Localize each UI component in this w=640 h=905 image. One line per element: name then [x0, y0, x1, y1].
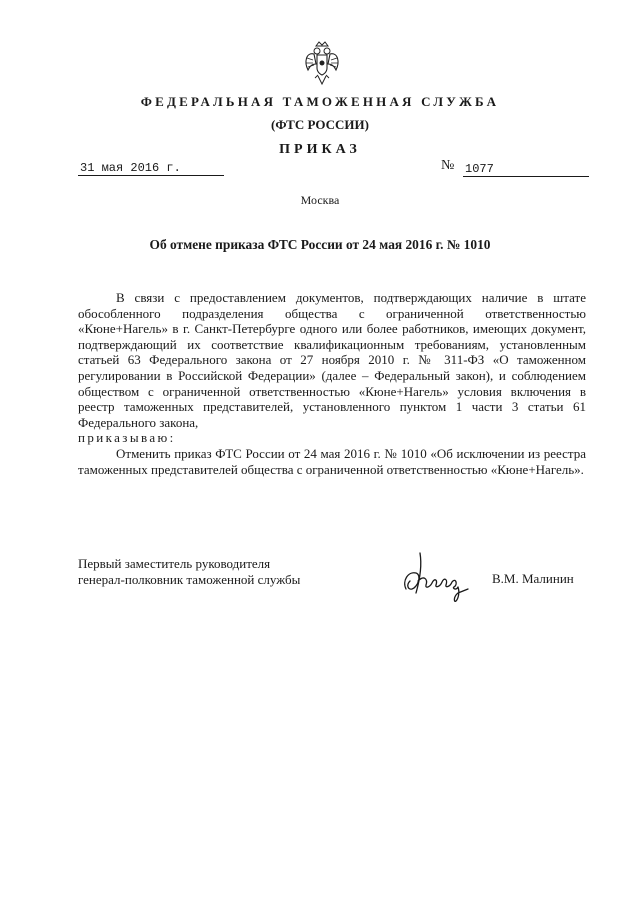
document-number-label: № — [441, 158, 455, 173]
document-type: ПРИКАЗ — [279, 142, 361, 157]
document-number: 1077 — [463, 162, 589, 177]
document-body — [78, 290, 586, 477]
signer-position-line-2: генерал-полковник таможенной службы — [78, 572, 301, 587]
document-title: Об отмене приказа ФТС России от 24 мая 2016 г. № 1010 — [149, 237, 491, 252]
organization-short-name: (ФТС РОССИИ) — [271, 117, 369, 132]
signer-position — [78, 556, 300, 588]
signer-position-line-1: Первый заместитель руководителя — [78, 556, 271, 571]
organization-name: ФЕДЕРАЛЬНАЯ ТАМОЖЕННАЯ СЛУЖБА — [140, 94, 500, 109]
body-paragraph-preamble: В связи с предоставлением документов, подтверждающих наличие в штате обособленного подразделения общества с ограниченной ответственностью «Кюне+Нагель» в г. Санкт-Петербурге одного или более работников, имеющих документ, подтверждающий их соответствие квалификационным требованиям, установленным статьей 63 Федерального закона от 27 ноября 2010 г. № 311-ФЗ «О таможенном регулировании в Российской Федерации» (далее – Федеральный закон), и соблюдением обществом с ограниченной ответственностью «Кюне+Нагель» условия включения в реестр таможенных представителей, установленного пунктом 1 части 3 статьи 61 Федерального закона, — [78, 290, 586, 430]
body-paragraph-order: Отменить приказ ФТС России от 24 мая 2016 г. № 1010 «Об исключении из реестра таможенных представителей общества с ограниченной ответственностью «Кюне+Нагель». — [78, 445, 586, 477]
document-date: 31 мая 2016 г. — [78, 161, 224, 176]
decree-word: приказываю: — [78, 430, 176, 446]
coat-of-arms-icon — [302, 40, 342, 90]
handwritten-signature — [398, 545, 488, 605]
signer-name: В.М. Малинин — [492, 571, 574, 586]
document-city: Москва — [300, 193, 340, 207]
